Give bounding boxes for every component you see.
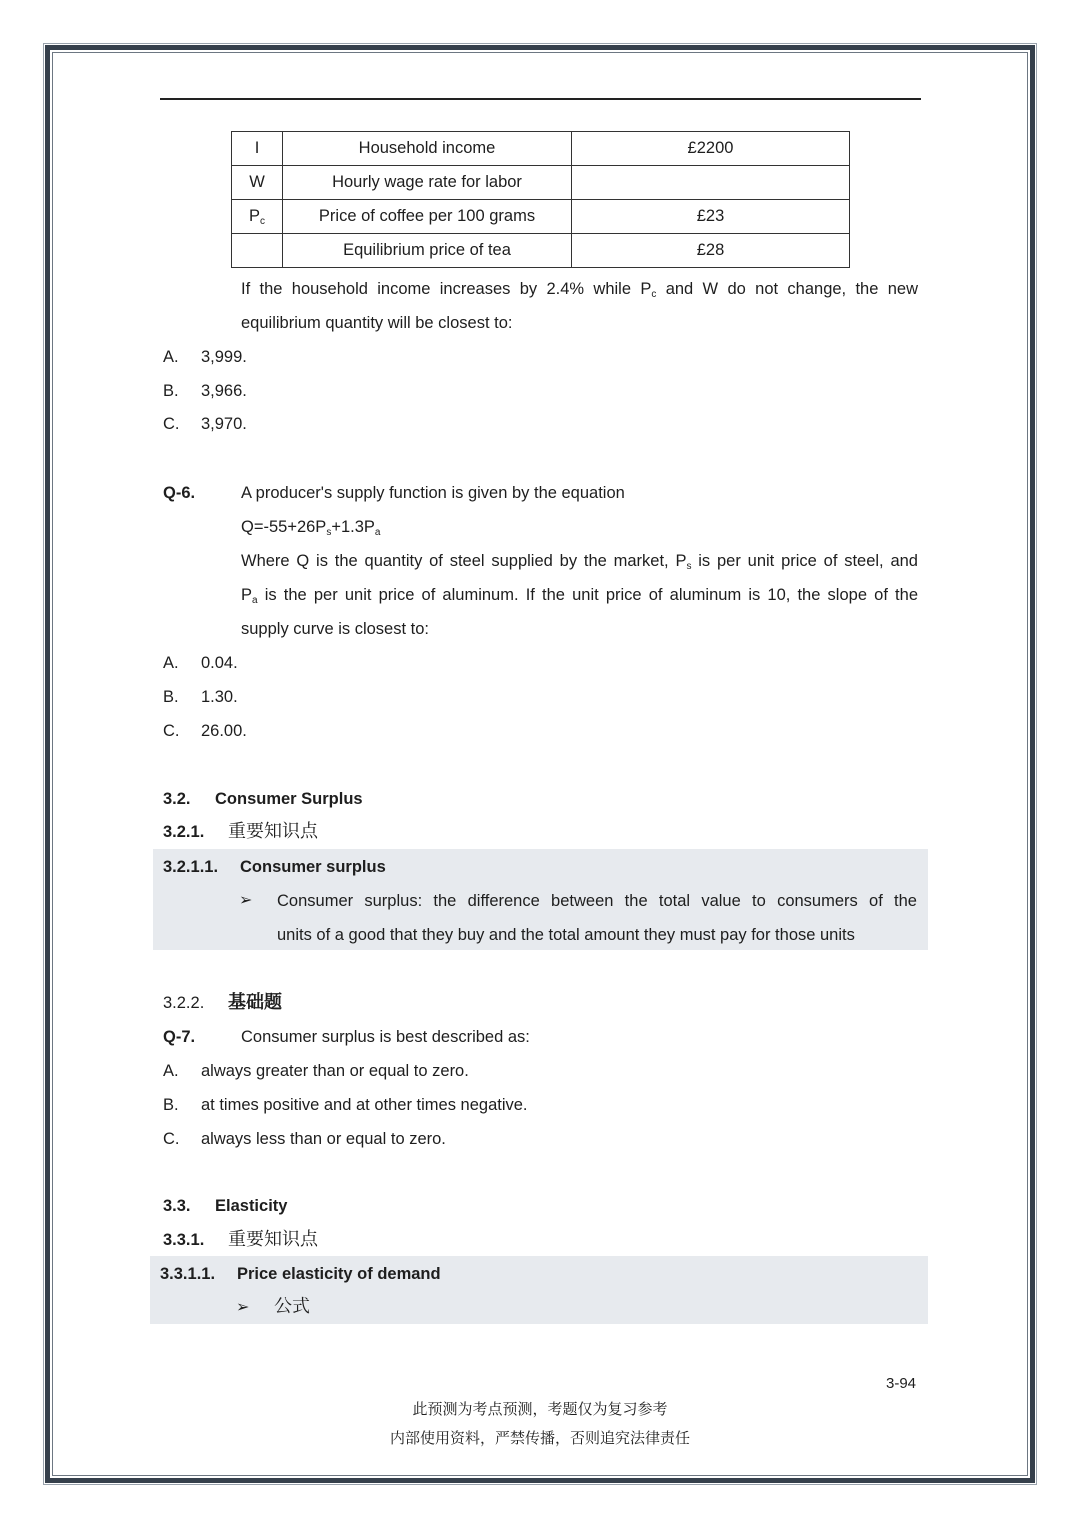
table-cell-symbol — [232, 166, 283, 200]
section-3-3-1-1-title: Price elasticity of demand — [237, 1265, 441, 1283]
footer-disclaimer-line1: 此预测为考点预测，考题仅为复习参考 — [412, 1401, 668, 1418]
symbol-text: I — [254, 139, 260, 157]
q6-line5: supply curve is closest to: — [241, 620, 429, 638]
arrow-bullet-icon: ➢ — [239, 892, 253, 909]
section-3-2-2-number: 3.2.2. — [163, 994, 205, 1012]
consumer-surplus-definition-line1: Consumer surplus: the difference between the total value to consumers of the — [277, 892, 917, 910]
footer-disclaimer-line2: 内部使用资料，严禁传播，否则追究法律责任 — [389, 1430, 690, 1447]
q6-option-a: 0.04. — [201, 654, 238, 672]
section-3-2-title: Consumer Surplus — [215, 790, 363, 808]
section-3-3-1-1-number: 3.3.1.1. — [160, 1265, 216, 1283]
table-row — [232, 166, 850, 200]
q5-option-b: 3,966. — [201, 382, 247, 400]
consumer-surplus-definition-line2: units of a good that they buy and the total amount they must pay for those units — [277, 926, 855, 944]
table-cell-value: £28 — [572, 234, 850, 268]
table-cell-label: Household income — [283, 132, 572, 166]
table-row — [232, 234, 850, 268]
q7-option-a: always greater than or equal to zero. — [201, 1062, 469, 1080]
section-3-3-title: Elasticity — [215, 1197, 288, 1215]
q6-number: Q-6. — [163, 484, 196, 502]
table-cell-label: Hourly wage rate for labor — [283, 166, 572, 200]
section-3-2-2-title: 基础题 — [228, 992, 282, 1012]
section-3-2-number: 3.2. — [163, 790, 191, 808]
q7-option-b: at times positive and at other times negative. — [201, 1096, 528, 1114]
q5-option-c-letter: C. — [163, 415, 180, 433]
q6-option-b: 1.30. — [201, 688, 238, 706]
q7-option-c-letter: C. — [163, 1130, 180, 1148]
q6-option-c: 26.00. — [201, 722, 247, 740]
q7-option-a-letter: A. — [163, 1062, 179, 1080]
q6-line4: $P_a$ is the per unit price of aluminum. If the unit price of aluminum is 10, the slope of the — [241, 586, 918, 606]
q6-equation: $Q=-55+26P_s+1.3P_a$ — [241, 518, 381, 538]
table-cell-label: Price of coffee per 100 grams — [283, 200, 572, 234]
q5-option-c: 3,970. — [201, 415, 247, 433]
section-3-3-1-title: 重要知识点 — [228, 1229, 318, 1249]
q5-option-a-letter: A. — [163, 348, 179, 366]
table-cell-symbol — [232, 132, 283, 166]
q6-line3: Where Q is the quantity of steel supplied by the market, $P_s$ is per unit price of steel, and — [241, 552, 918, 572]
q7-option-b-letter: B. — [163, 1096, 179, 1114]
formula-bullet-text: 公式 — [274, 1296, 310, 1316]
symbol-subscript: c — [260, 216, 265, 227]
q6-option-b-letter: B. — [163, 688, 179, 706]
q6-option-a-letter: A. — [163, 654, 179, 672]
table-cell-label: Equilibrium price of tea — [283, 234, 572, 268]
symbol-text: P — [248, 207, 260, 225]
q5-option-b-letter: B. — [163, 382, 179, 400]
section-3-2-1-number: 3.2.1. — [163, 823, 205, 841]
section-3-2-1-title: 重要知识点 — [228, 821, 318, 841]
variables-table — [231, 131, 850, 268]
section-3-2-1-1-number: 3.2.1.1. — [163, 858, 219, 876]
q7-number: Q-7. — [163, 1028, 196, 1046]
q5-stem-line2: equilibrium quantity will be closest to: — [241, 314, 513, 332]
q5-stem-line1: If the household income increases by 2.4% while $P_c$ and W do not change, the new — [241, 280, 918, 300]
q5-option-a: 3,999. — [201, 348, 247, 366]
header-rule — [160, 98, 921, 100]
symbol-text: W — [249, 173, 265, 191]
table-row — [232, 200, 850, 234]
table-cell-symbol — [232, 200, 283, 234]
arrow-bullet-icon: ➢ — [236, 1299, 250, 1316]
q7-stem: Consumer surplus is best described as: — [241, 1028, 530, 1046]
section-3-3-number: 3.3. — [163, 1197, 191, 1215]
page-number: 3-94 — [886, 1375, 917, 1392]
q6-option-c-letter: C. — [163, 722, 180, 740]
q6-line1: A producer's supply function is given by the equation — [241, 484, 625, 502]
table-cell-value: £23 — [572, 200, 850, 234]
table-cell-value: £2200 — [572, 132, 850, 166]
section-3-2-1-1-title: Consumer surplus — [240, 858, 386, 876]
section-3-3-1-number: 3.3.1. — [163, 1231, 205, 1249]
table-cell-value — [572, 166, 850, 200]
table-cell-symbol — [232, 234, 283, 268]
table-row — [232, 132, 850, 166]
q7-option-c: always less than or equal to zero. — [201, 1130, 446, 1148]
